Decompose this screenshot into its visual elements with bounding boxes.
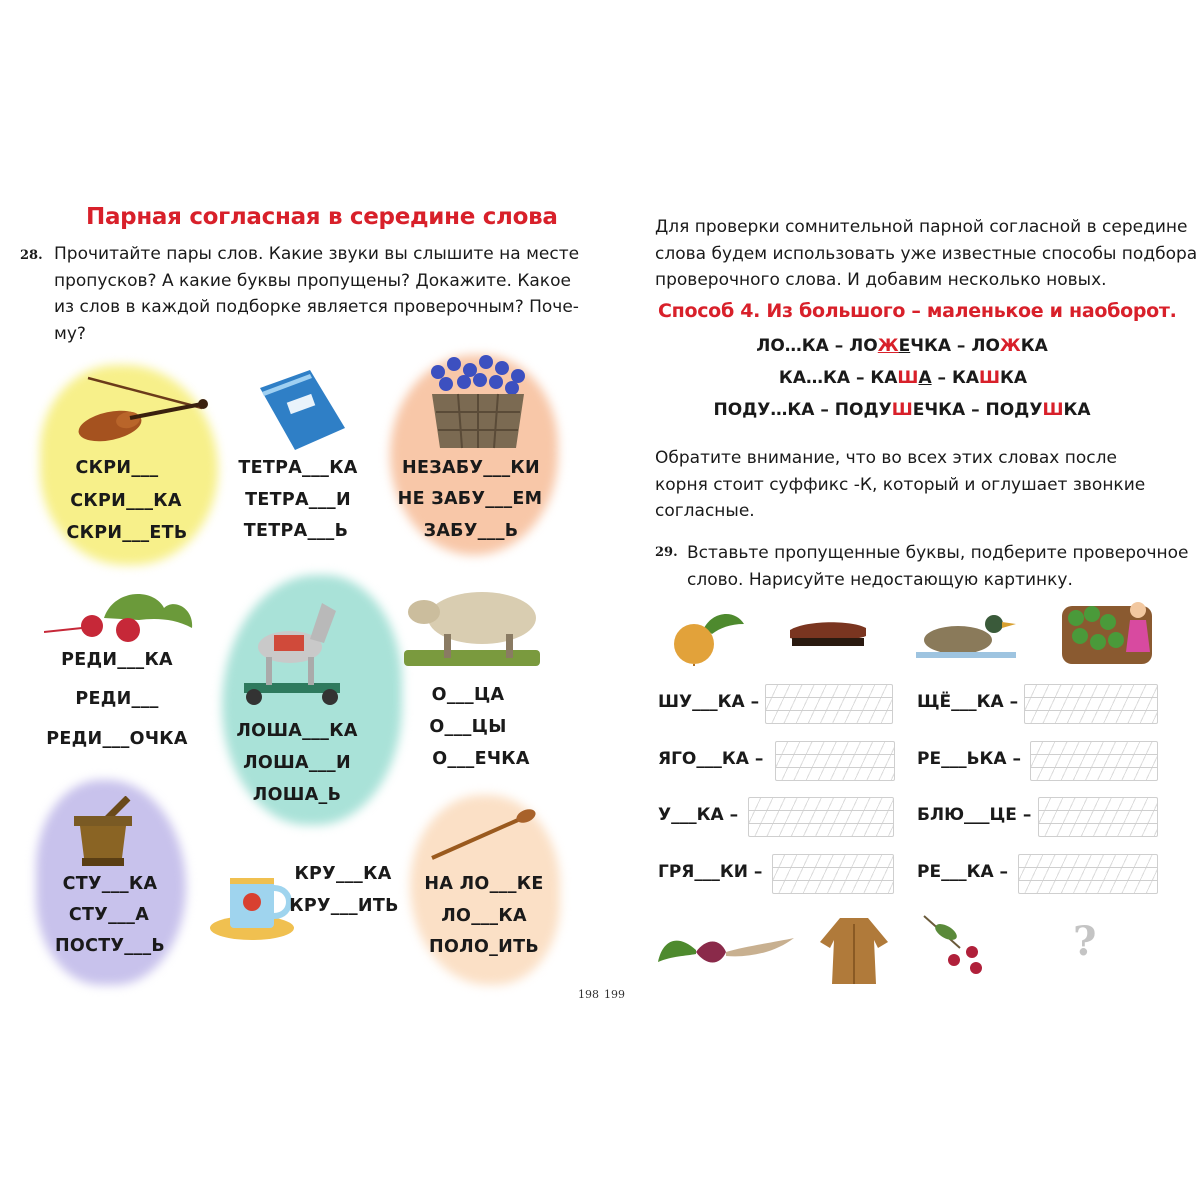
example-line-1: [756, 336, 1048, 356]
example-text: – КА: [931, 368, 979, 388]
flower-basket-icon: [418, 352, 538, 452]
text-line: из слов в каждой подборке является проверочным? Поче-: [54, 297, 579, 317]
word-mug-1: КРУ___КА: [294, 864, 392, 884]
toy-horse-icon: [238, 595, 348, 710]
example-highlight: Ш: [891, 400, 913, 420]
note-text: [655, 445, 1145, 525]
example-text: ЧКА – ЛО: [910, 336, 1000, 356]
text-line: Обратите внимание, что во всех этих словах после: [655, 448, 1117, 468]
word-horse-2: ЛОША___И: [243, 753, 351, 773]
example-highlight: Ш: [979, 368, 1001, 388]
notebook-icon: [250, 368, 350, 453]
exercise-28-text: [54, 241, 579, 347]
method-heading: Способ 4. Из большого – маленькое и наоборот.: [658, 300, 1177, 322]
text-line: корня стоит суффикс -К, который и оглушает звонкие: [655, 474, 1146, 495]
word-violin-3: СКРИ___ЕТЬ: [66, 523, 188, 543]
word-sheep-1: О___ЦА: [431, 685, 505, 705]
handwriting-lines[interactable]: [1024, 684, 1158, 724]
violin-icon: [70, 368, 210, 448]
turnip-icon: [664, 610, 746, 666]
text-line: Прочитайте пары слов. Какие звуки вы слышите на месте: [54, 244, 580, 264]
text-line: слово. Нарисуйте недостающую картинку.: [687, 569, 1073, 590]
example-text: КА: [1020, 336, 1048, 356]
text-line: Для проверки сомнительной парной согласной в середине: [655, 217, 1188, 237]
question-mark-icon: ?: [1073, 918, 1097, 965]
word-horse-1: ЛОША___КА: [236, 721, 358, 741]
handwriting-lines[interactable]: [775, 741, 895, 781]
radish-icon: [44, 588, 194, 648]
fill-word: РЕ___ЬКА –: [917, 749, 1022, 769]
exercise-number-29: 29.: [655, 545, 678, 560]
sheep-icon: [398, 584, 546, 668]
text-line: согласные.: [655, 501, 755, 521]
word-basket-1: НЕЗАБУ___КИ: [402, 458, 540, 478]
word-sheep-3: О___ЕЧКА: [432, 749, 530, 769]
example-text: КА: [1000, 368, 1028, 388]
beet-icon: [656, 922, 796, 980]
word-notebook-3: ТЕТРА___Ь: [243, 521, 349, 541]
example-text: Е: [912, 400, 925, 420]
example-highlight: Ш: [1042, 400, 1064, 420]
word-notebook-1: ТЕТРА___КА: [238, 458, 358, 478]
text-line: слова будем использовать уже известные способы подбора: [655, 243, 1198, 264]
word-horse-3: ЛОША_Ь: [252, 785, 342, 805]
example-line-2: [779, 368, 1027, 388]
word-radish-2: РЕДИ___: [75, 689, 159, 709]
intro-text: [655, 214, 1197, 294]
page-number-left: 198: [578, 988, 599, 1001]
example-text: КА…КА – КА: [778, 368, 898, 388]
word-mortar-3: ПОСТУ___Ь: [54, 936, 166, 956]
example-highlight: Ш: [897, 368, 919, 388]
word-mortar-2: СТУ___А: [68, 905, 150, 925]
word-violin-2: СКРИ___КА: [70, 491, 182, 511]
example-text: КА: [1063, 400, 1091, 420]
mug-icon: [208, 868, 300, 942]
example-text: А: [918, 368, 932, 388]
text-line: му?: [54, 323, 86, 344]
text-line: Вставьте пропущенные буквы, подберите проверочное: [687, 543, 1189, 563]
spoon-icon: [426, 808, 541, 866]
fill-word: ЩЁ___КА –: [917, 692, 1019, 712]
fur-coat-icon: [818, 914, 890, 986]
text-line: пропусков? А какие буквы пропущены? Докажите. Какое: [54, 270, 571, 291]
fill-word: ШУ___КА –: [658, 692, 760, 712]
example-line-3: [713, 400, 1090, 420]
fill-word: БЛЮ___ЦЕ –: [917, 805, 1032, 825]
word-mug-2: КРУ___ИТЬ: [289, 896, 399, 916]
page-number-right: 199: [604, 988, 625, 1001]
page-title-left: Парная согласная в середине слова: [86, 204, 558, 230]
example-text: ЧКА – ПОДУ: [924, 400, 1043, 420]
fill-word: ЯГО___КА –: [658, 749, 764, 769]
word-spoon-1: НА ЛО___КЕ: [424, 874, 544, 894]
word-spoon-2: ЛО___КА: [441, 906, 527, 926]
word-basket-2: НЕ ЗАБУ___ЕМ: [397, 489, 543, 509]
handwriting-lines[interactable]: [1038, 797, 1158, 837]
fill-word: ГРЯ___КИ –: [658, 862, 763, 882]
word-radish-1: РЕДИ___КА: [61, 650, 173, 670]
example-highlight: Ж: [999, 336, 1021, 356]
handwriting-lines[interactable]: [748, 797, 894, 837]
handwriting-lines[interactable]: [1018, 854, 1158, 894]
word-sheep-2: О___ЦЫ: [429, 717, 507, 737]
word-basket-3: ЗАБУ___Ь: [423, 521, 519, 541]
brush-icon: [786, 616, 870, 652]
example-text: ЛО…КА – ЛО: [756, 336, 878, 356]
duck-icon: [912, 606, 1022, 662]
word-mortar-1: СТУ___КА: [62, 874, 158, 894]
mortar-icon: [70, 796, 138, 868]
exercise-number-28: 28.: [20, 248, 43, 263]
fill-word: У___КА –: [658, 805, 739, 825]
exercise-29-text: [687, 540, 1188, 593]
example-text: Е: [898, 336, 911, 356]
word-radish-3: РЕДИ___ОЧКА: [46, 729, 188, 749]
fill-word: РЕ___КА –: [917, 862, 1009, 882]
example-highlight: Ж: [877, 336, 899, 356]
word-violin-1: СКРИ___: [75, 458, 159, 478]
berries-icon: [920, 912, 994, 982]
word-notebook-2: ТЕТРА___И: [245, 490, 351, 510]
text-line: проверочного слова. И добавим несколько новых.: [655, 270, 1107, 290]
garden-girl-icon: [1060, 596, 1156, 666]
handwriting-lines[interactable]: [772, 854, 894, 894]
handwriting-lines[interactable]: [765, 684, 893, 724]
handwriting-lines[interactable]: [1030, 741, 1158, 781]
word-spoon-3: ПОЛО_ИТЬ: [428, 937, 540, 957]
example-text: ПОДУ…КА – ПОДУ: [713, 400, 892, 420]
